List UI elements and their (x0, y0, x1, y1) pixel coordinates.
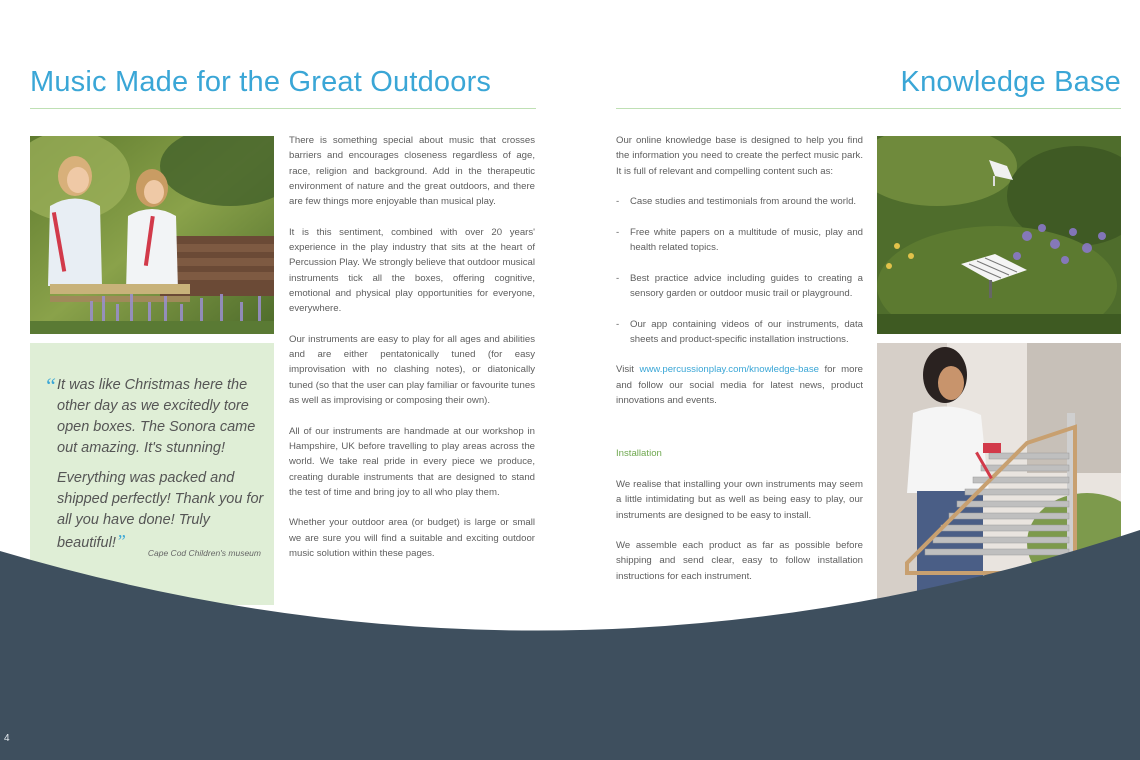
list-item-text: Our app containing videos of our instruments, data sheets and product-specific installation instructions. (630, 318, 863, 345)
left-paragraph-2: It is this sentiment, combined with over 20 years' experience in the play industry that sits at the heart of Percussion Play. We strongly believe that outdoor musical instruments tick all the boxes, offering cognitive, emotional and physical play opportunities for everyone, everywhere. (289, 226, 536, 315)
dash-marker: - (616, 318, 620, 330)
visit-suffix: for more and follow our social media for latest news, product innovations and events. (616, 364, 863, 407)
knowledge-base-link[interactable]: www.percussionplay.com/knowledge-base (639, 364, 819, 376)
left-page-title: Music Made for the Great Outdoors (30, 66, 492, 98)
dash-marker: - (616, 272, 620, 284)
page-number: 4 (4, 733, 10, 744)
dash-marker: - (616, 196, 620, 208)
open-quote-mark: “ (44, 373, 57, 398)
left-paragraph-5: Whether your outdoor area (or budget) is large or small we are sure you will find a suitable and exciting outdoor music solution within these pages. (289, 517, 535, 560)
installation-heading: Installation (616, 448, 662, 460)
installation-paragraph-2: We assemble each product as far as possible before shipping and send clear, easy to follow installation instructions for each instrument. (616, 540, 863, 582)
list-item-text: Case studies and testimonials from around the world. (630, 196, 857, 208)
dash-marker: - (616, 226, 620, 238)
visit-prefix: Visit (616, 364, 640, 376)
testimonial-source: Cape Cod Children's museum (147, 548, 261, 558)
left-paragraph-4: All of our instruments are handmade at our workshop in Hampshire, UK before travelling to play areas across the world. We take real pride in every piece we produce, creating durable instruments that are designed to stand the test of time and bring joy to all who play them. (289, 425, 535, 498)
left-paragraph-1: There is something special about music that crosses barriers and encourages closeness regardless of age, race, religion and background. Add in the therapeutic environment of nature and the great outdoors, and there are few things more enjoyable than musical play. (289, 135, 535, 208)
right-page-title: Knowledge Base (900, 66, 1121, 98)
list-item-text: Best practice advice including guides to creating a sensory garden or outdoor music trail or playground. (630, 272, 863, 299)
list-item-text: Free white papers on a multitude of music, play and health related topics. (630, 226, 863, 254)
knowledge-intro: Our online knowledge base is designed to help you find the information you need to create the perfect music park. It is full of relevant and compelling content such as: (616, 135, 863, 177)
close-quote-mark: ” (115, 531, 126, 551)
testimonial-line-1: It was like Christmas here the other day as we excitedly tore open boxes. The Sonora came out amazing. It's stunning! (57, 377, 256, 456)
left-paragraph-3: Our instruments are easy to play for all ages and abilities and are either pentatonically tuned (for easy improvisation with no clashing notes), or diatonically tuned (so that the user can play familiar or favourite tunes as well as improvising or composing their own). (289, 333, 535, 407)
installation-paragraph-1: We realise that installing your own instruments may seem a little intimidating but as well as being easy to play, our instruments are designed to be easy to install. (616, 478, 863, 521)
testimonial-line-2: Everything was packed and shipped perfectly! Thank you for all you have done! Truly beautiful! (57, 470, 264, 551)
